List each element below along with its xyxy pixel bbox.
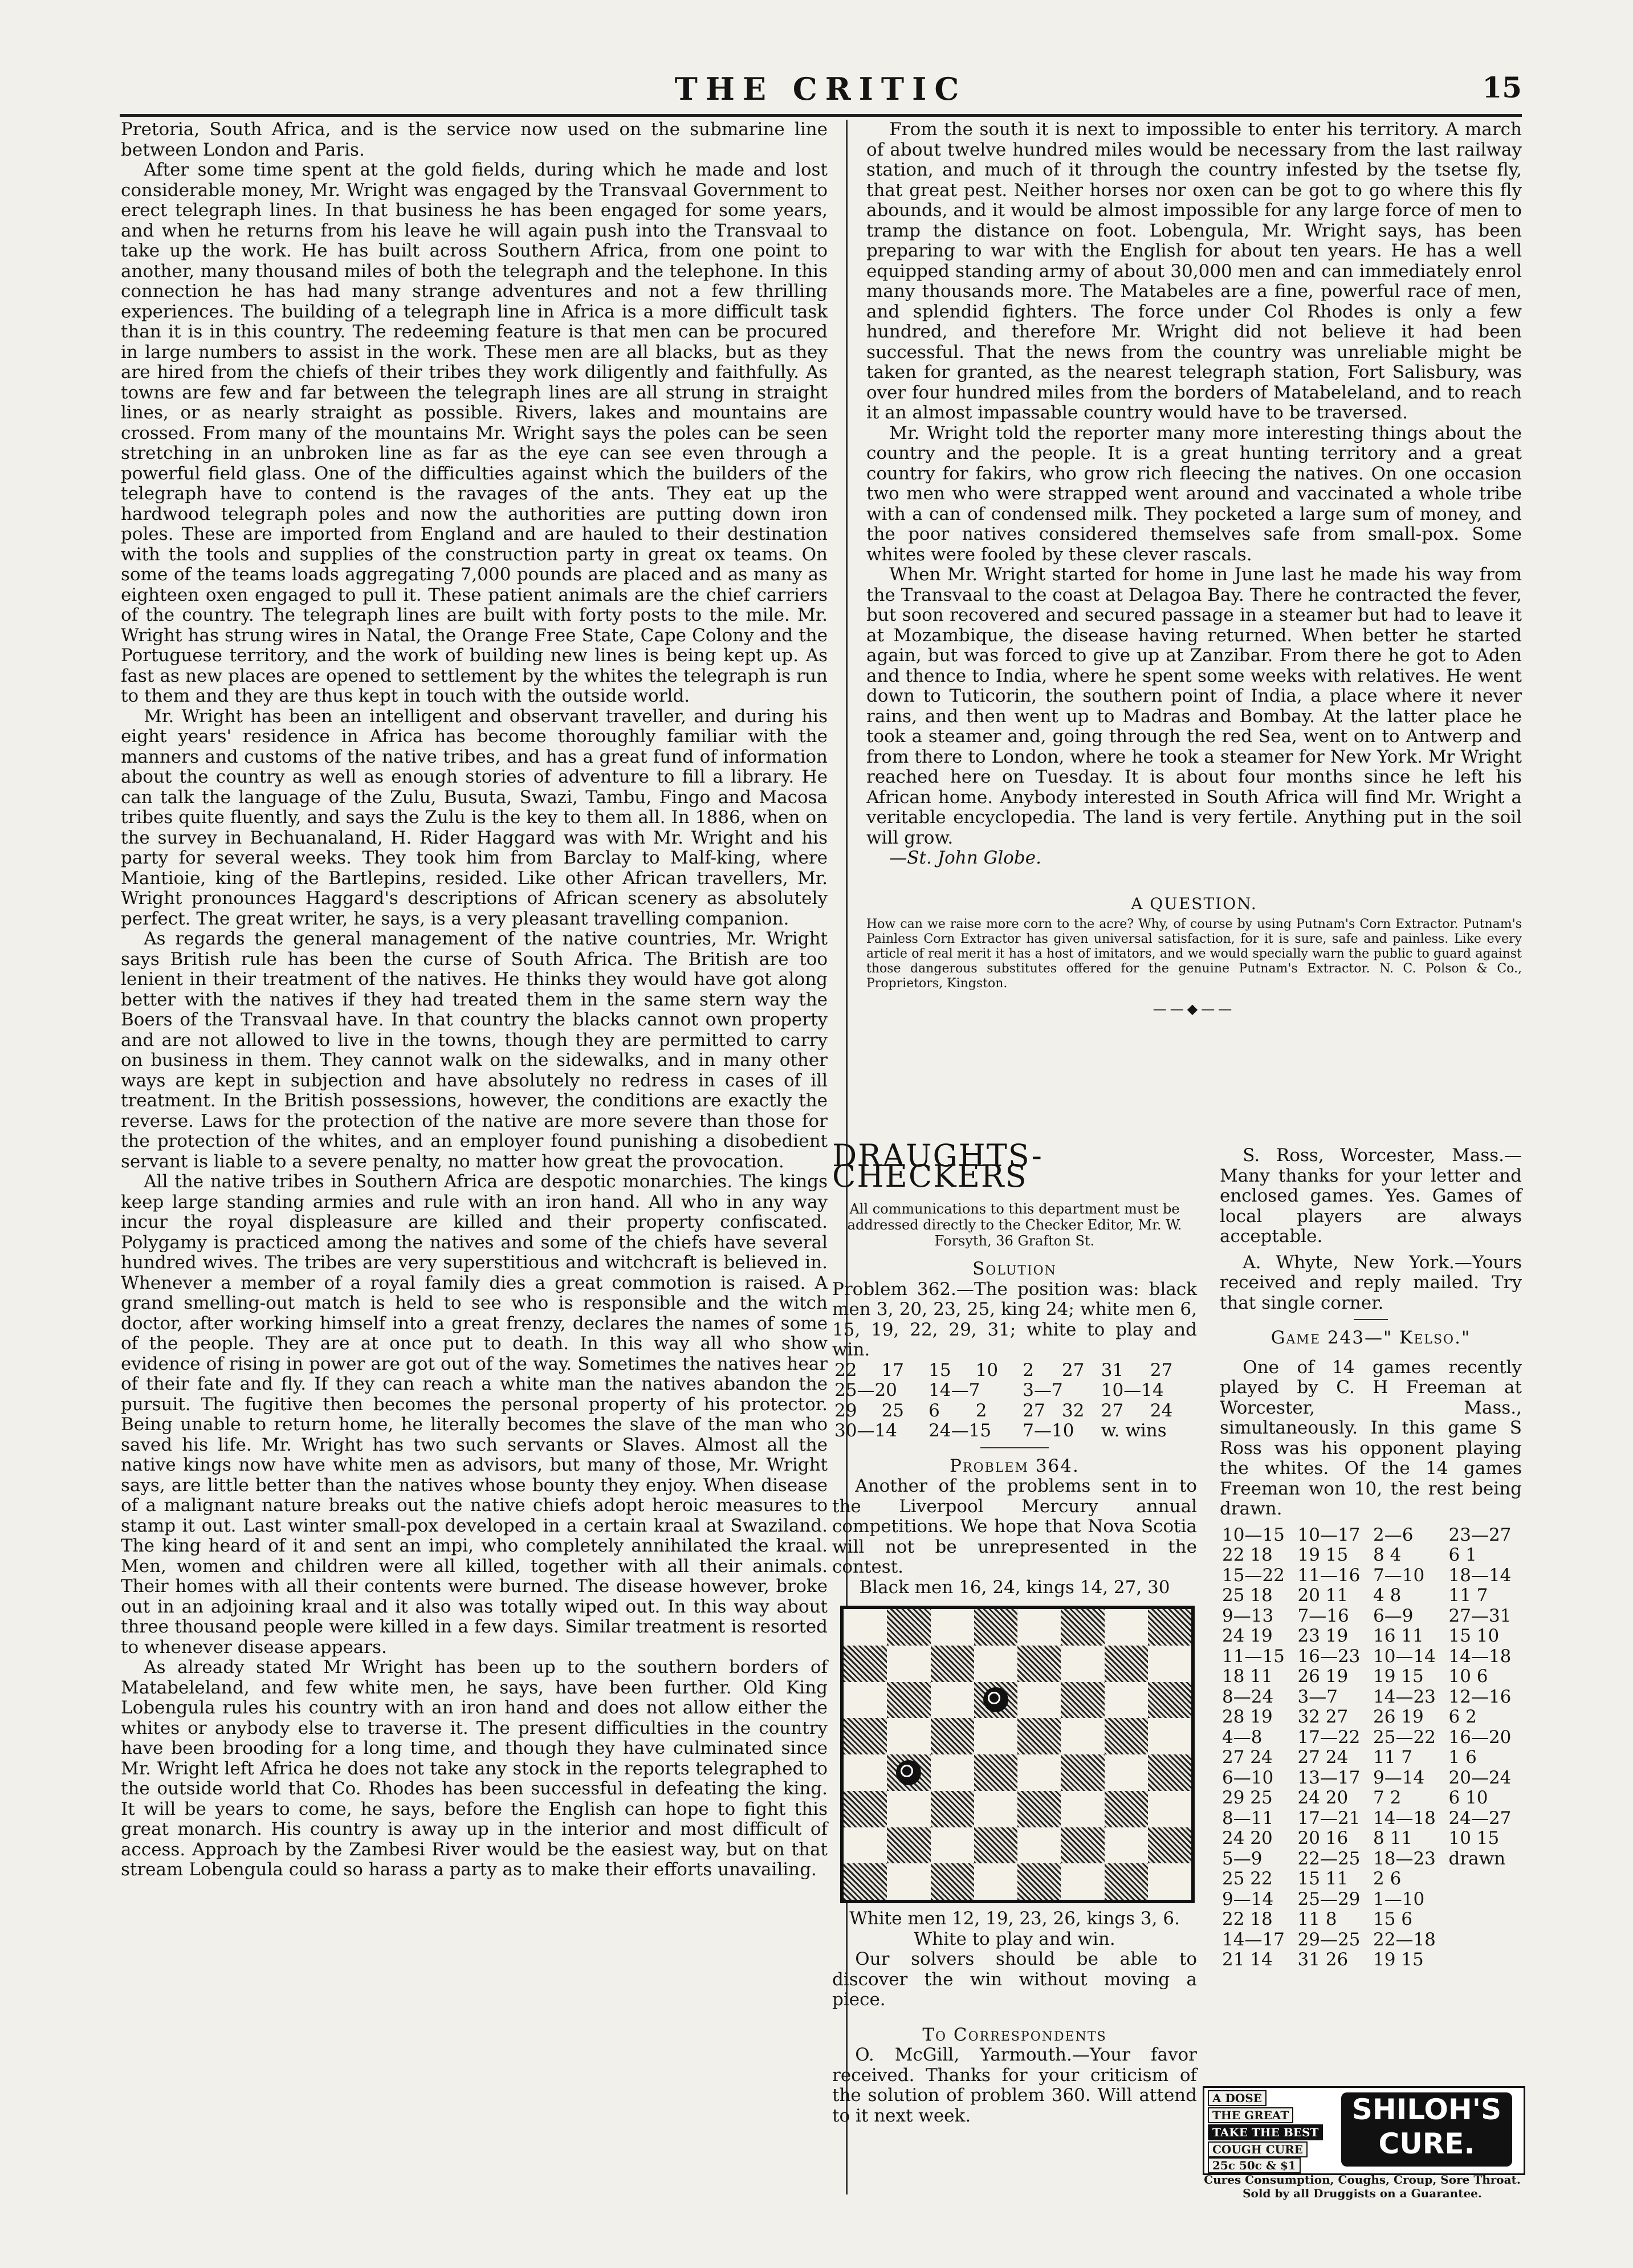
move-row (1220, 1707, 1522, 1728)
move: 3—7 (1297, 1686, 1338, 1707)
move (1447, 1890, 1522, 1910)
move: 25 22 (1222, 1868, 1273, 1889)
move: 25—22 (1373, 1727, 1436, 1748)
move: 9—13 (1222, 1605, 1274, 1626)
board-dark-square (931, 1646, 974, 1682)
move-row (1220, 1667, 1522, 1687)
board-dark-square (1061, 1682, 1104, 1719)
move: 3—7 (1023, 1380, 1063, 1400)
move: 1 6 (1448, 1747, 1477, 1768)
board-dark-square (1105, 1646, 1148, 1682)
move: 9—14 (1222, 1888, 1274, 1909)
ad-footer: Cures Consumption, Coughs, Croup, Sore Throat. Sold by all Druggists on a Guarantee. (1204, 2173, 1521, 2200)
move-row (1220, 1788, 1522, 1809)
move-row (1220, 1687, 1522, 1708)
ad-tag: TAKE THE BEST (1208, 2124, 1323, 2140)
board-light-square (931, 1754, 974, 1791)
board-dark-square (844, 1718, 887, 1754)
board-light-square (1105, 1827, 1148, 1864)
to-play-caption: White to play and win. (914, 1928, 1115, 1949)
board-dark-square (1061, 1827, 1104, 1864)
board-light-square (1017, 1682, 1061, 1719)
move: 2—6 (1373, 1524, 1414, 1545)
move: 6—9 (1373, 1605, 1414, 1626)
masthead-title: THE CRITIC (674, 71, 967, 107)
move (1447, 1930, 1522, 1951)
board-light-square (1148, 1646, 1191, 1682)
board-light-square (844, 1682, 887, 1719)
move: 11 7 (1373, 1747, 1413, 1768)
board-dark-square (931, 1718, 974, 1754)
move: 7 2 (1373, 1787, 1402, 1808)
move: 8 4 (1373, 1545, 1402, 1565)
ornament-divider: ——◆—— (1153, 1001, 1236, 1017)
board-dark-square (887, 1682, 930, 1719)
move: 24—27 (1448, 1807, 1512, 1829)
correspondent-reply: A. Whyte, New York.—Yours received and reply mailed. Try that single corner. (1220, 1252, 1522, 1313)
board-dark-square (844, 1863, 887, 1900)
board-light-square (1061, 1646, 1104, 1682)
move: 25 18 (1222, 1585, 1273, 1606)
move: 15 11 (1297, 1868, 1349, 1889)
game-moves (1220, 1525, 1522, 1970)
move: 6 1 (1448, 1545, 1477, 1565)
board-light-square (1148, 1863, 1191, 1900)
move: 29 (834, 1400, 857, 1421)
board-light-square (1061, 1791, 1104, 1827)
board-dark-square (1148, 1609, 1191, 1646)
board-dark-square (1148, 1754, 1191, 1791)
move: 24—15 (929, 1420, 992, 1441)
board-light-square (1061, 1863, 1104, 1900)
move: 10—14 (1101, 1380, 1164, 1400)
move: 10 6 (1448, 1666, 1488, 1687)
move: 7—10 (1023, 1420, 1074, 1441)
move: 2 (1023, 1359, 1035, 1381)
move: 8—11 (1222, 1807, 1274, 1829)
board-dark-square (887, 1827, 930, 1864)
board-dark-square (1061, 1609, 1104, 1646)
move: 14—18 (1373, 1807, 1436, 1829)
ad-brand-name: SHILOH'S CURE. (1341, 2092, 1512, 2167)
article-paragraph: Pretoria, South Africa, and is the service now used on the submarine line between London and Paris. (121, 119, 828, 160)
move: 4 8 (1373, 1585, 1402, 1606)
move: 6 2 (1448, 1707, 1477, 1727)
move: 16—20 (1448, 1727, 1512, 1748)
black-king-piece (983, 1687, 1008, 1712)
board-dark-square (931, 1791, 974, 1827)
move: 11—16 (1297, 1565, 1361, 1586)
move: 24 (1150, 1400, 1173, 1421)
move: 4—8 (1222, 1727, 1263, 1748)
move (1447, 1909, 1522, 1930)
board-light-square (887, 1791, 930, 1827)
board-light-square (1148, 1791, 1191, 1827)
move-row (832, 1381, 1197, 1401)
move: 10—15 (1222, 1524, 1285, 1545)
board-light-square (1017, 1827, 1061, 1864)
move: 14—23 (1373, 1686, 1436, 1707)
move: 5—9 (1222, 1848, 1263, 1869)
move: 10 15 (1448, 1828, 1500, 1848)
game-intro: One of 14 games recently played by C. H Freeman at Worcester, Mass., simultaneously. In this game S Ross was his opponent playing the whites. Of the 14 games Freeman won 10, the rest being drawn. (1220, 1357, 1522, 1519)
board-dark-square (1105, 1791, 1148, 1827)
move: 26 19 (1297, 1666, 1349, 1687)
board-light-square (974, 1791, 1017, 1827)
advertisement (1203, 2086, 1522, 2200)
move: 2 (975, 1400, 987, 1421)
move-row (832, 1421, 1197, 1442)
move: 21 14 (1222, 1949, 1273, 1970)
move: 19 15 (1373, 1666, 1424, 1687)
move: 22 (834, 1359, 857, 1381)
board-dark-square (1017, 1863, 1061, 1900)
move: 24 19 (1222, 1626, 1273, 1646)
board-dark-square (1148, 1682, 1191, 1719)
ad-tag: COUGH CURE (1208, 2141, 1308, 2157)
move: 32 27 (1297, 1707, 1349, 1727)
move: 7—10 (1373, 1565, 1425, 1586)
board-light-square (844, 1754, 887, 1791)
article-paragraph: When Mr. Wright started for home in June last he made his way from the Transvaal to the coast at Delagoa Bay. There he contracted the fever, but soon recovered and secured passage in a steamer but had to leave it at Mozambique, the disease having returned. When better he started again, but was forced to give up at Zanzibar. From there he got to Aden and thence to India, where he spent some weeks with relatives. He went down to Tuticorin, the southern point of India, a place where it never rains, and then went up to Madras and Bombay. At the latter place he took a steamer and, going through the red Sea, went on to Antwerp and from there to London, where he took a steamer for New York. Mr Wright reached here on Tuesday. It is about four months since he left his African home. Anybody interested in South Africa will find Mr. Wright a veritable encyclopedia. The land is very fertile. Anything put in the soil will grow. (866, 564, 1522, 848)
problem-364-text: Another of the problems sent in to the Liverpool Mercury annual competitions. We hope that Nova Scotia will not be unrepresented in the contest. (832, 1476, 1197, 1577)
board-light-square (1105, 1682, 1148, 1719)
board-light-square (1017, 1754, 1061, 1791)
solution-moves (832, 1361, 1197, 1442)
move: 22 18 (1222, 1909, 1273, 1929)
move: 6—10 (1222, 1767, 1274, 1788)
move: 8 11 (1373, 1828, 1413, 1848)
move: 29—25 (1297, 1929, 1361, 1950)
board-light-square (931, 1827, 974, 1864)
section-rule (980, 1447, 1049, 1448)
move-row (1220, 1647, 1522, 1667)
page-number: 15 (1482, 71, 1522, 104)
board-dark-square (1148, 1827, 1191, 1864)
white-men-caption: White men 12, 19, 23, 26, kings 3, 6. (849, 1908, 1180, 1929)
board-light-square (974, 1718, 1017, 1754)
move: 19 15 (1373, 1949, 1424, 1970)
move: 10 (975, 1359, 999, 1381)
move: 25 (881, 1400, 905, 1421)
move: 11 8 (1297, 1909, 1337, 1929)
move: 31 (1101, 1359, 1124, 1381)
move: 14—18 (1448, 1646, 1512, 1667)
move: 10—14 (1373, 1646, 1436, 1667)
ad-tag: A DOSE (1208, 2090, 1267, 2106)
article-paragraph: As already stated Mr Wright has been up to the southern borders of Matabeleland, and few white men, he says, have been further. Old King Lobengula rules his country with an iron hand and does not allow either the whites or anybody else to traverse it. The present difficulties in the country have been brooding for a long time, and though they have culminated since Mr. Wright left Africa he does not take any stock in the reports telegraphed to the outside world that Co. Rhodes has been successful in defeating the king. It will be years to come, he says, before the English can hope to fight this great monarch. His country is away up in the interior and most difficult of access. Approach by the Zambesi River would be the easiest way, but on that stream Lobengula could so harass a party as to make their efforts unavailing. (121, 1657, 828, 1880)
move: 17—21 (1297, 1807, 1361, 1829)
board-light-square (844, 1827, 887, 1864)
article-paragraph: After some time spent at the gold fields, during which he made and lost considerable money, Mr. Wright was engaged by the Transvaal Government to erect telegraph lines. In that business he has been engaged for some years, and when he returns from his leave he will again push into the Transvaal to take up the work. He has built across Southern Africa, from one point to another, many thousand miles of both the telegraph and the telephone. In this connection he has had many strange adventures and not a few thrilling experiences. The building of a telegraph line in Africa is a more difficult task than it is in this country. The redeeming feature is that men can be procured in large numbers to assist in the work. These men are all blacks, but as they are hired from the chiefs of their tribes they work diligently and faithfully. As towns are few and far between the telegraph lines are all strung in straight lines, or as nearly straight as possible. Rivers, lakes and mountains are crossed. From many of the mountains Mr. Wright says the poles can be seen stretching in an unbroken line as far as the eye can see even through a powerful field glass. One of the difficulties against which the builders of the telegraph have to contend is the ravages of the ants. They eat up the hardwood telegraph poles and now the authorities are putting down iron poles. These are imported from England and are hauled to their destination with the tools and supplies of the construction party in great ox teams. On some of the teams loads aggregating 7,000 pounds are placed and as many as eighteen oxen engaged to pull it. These patient animals are the chief carriers of the country. The telegraph lines are built with forty posts to the mile. Mr. Wright has strung wires in Natal, the Orange Free State, Cape Colony and the Portuguese territory, and the work of building new lines is being kept up. As fast as new places are opened to settlement by the whites the telegraph is run to them and they are thus kept in touch with the outside world. (121, 160, 828, 706)
solution-heading: Solution (972, 1259, 1057, 1279)
move: 6 (929, 1400, 940, 1421)
board-dark-square (974, 1682, 1017, 1719)
move: 24 20 (1222, 1828, 1273, 1848)
move-row (1220, 1890, 1522, 1910)
move: 18—23 (1373, 1848, 1436, 1869)
move: 15 (929, 1359, 951, 1381)
board-light-square (844, 1609, 887, 1646)
move: 26 19 (1373, 1707, 1424, 1727)
board-light-square (1105, 1609, 1148, 1646)
move: 20 16 (1297, 1828, 1349, 1848)
board-dark-square (1105, 1718, 1148, 1754)
move: 11 7 (1448, 1585, 1488, 1606)
move: 11—15 (1222, 1646, 1285, 1667)
move: 30—14 (834, 1420, 897, 1441)
move: 29 25 (1222, 1787, 1273, 1808)
move: 19 15 (1297, 1545, 1349, 1565)
move: 14—17 (1222, 1929, 1285, 1950)
right-article-column (866, 120, 1522, 1028)
board-light-square (887, 1718, 930, 1754)
draughts-title: DRAUGHTS-CHECKERS (832, 1138, 1043, 1194)
move: 20—24 (1448, 1767, 1512, 1788)
page-header (120, 68, 1522, 117)
black-king-piece (896, 1760, 921, 1785)
board-dark-square (974, 1827, 1017, 1864)
article-source: —St. John Globe. (889, 848, 1041, 868)
move-row (1220, 1748, 1522, 1768)
move-row (1220, 1606, 1522, 1627)
move-row (1220, 1849, 1522, 1870)
move: 24 20 (1297, 1787, 1349, 1808)
board-light-square (887, 1646, 930, 1682)
move: 16 11 (1373, 1626, 1424, 1646)
move: 17—22 (1297, 1727, 1361, 1748)
left-article-column (121, 120, 828, 1880)
article-paragraph: As regards the general management of the native countries, Mr. Wright says British rule has been the curse of South Africa. The British are too lenient in their treatment of the natives. He thinks they would have got along better with the natives if they had treated them in the same stern way the Boers of the Transvaal have. In that country the blacks cannot own property and are not allowed to live in the towns, though they are permitted to carry on business in them. They cannot walk on the sidewalks, and in many other ways are kept in subjection and have absolutely no redress in cases of ill treatment. In the British possessions, however, the conditions are exactly the reverse. Laws for the protection of the native are more severe than those for the protection of the whites, and an employer found punishing a disobedient servant is liable to a severe penalty, no matter how great the provocation. (121, 929, 828, 1172)
move: 18 11 (1222, 1666, 1273, 1687)
notice-body: How can we raise more corn to the acre? Why, of course by using Putnam's Corn Extractor. Putnam's Painless Corn Extractor has given universal satisfaction, for it is sure, safe and painless. Like every article of real merit it has a host of imitators, and we would specially warn the public to guard against those dangerous substitutes offered for the genuine Putnam's Extractor. N. C. Polson & Co., Proprietors, Kingston. (866, 917, 1522, 991)
move-row (1220, 1525, 1522, 1546)
move-row (1220, 1809, 1522, 1829)
board-dark-square (844, 1646, 887, 1682)
move: 17 (881, 1359, 905, 1381)
move-row (1220, 1869, 1522, 1890)
problem-364-heading: Problem 364. (950, 1455, 1080, 1476)
board-light-square (974, 1863, 1017, 1900)
article-paragraph: Mr. Wright has been an intelligent and observant traveller, and during his eight years' residence in Africa has become thoroughly familiar with the manners and customs of the native tribes, and has a great fund of information about the country as well as enough stories of adventure to fill a library. He can talk the language of the Zulu, Busuta, Swazi, Tambu, Fingo and Macosa tribes quite fluently, and says the Zulu is the key to them all. In 1886, when on the survey in Bechuanaland, H. Rider Haggard was with Mr. Wright and his party for several weeks. They took him from Barclay to Malf-king, where Mantioie, king of the Bartlepins, resided. Like other African travellers, Mr. Wright pronounces Haggard's descriptions of African scenery as absolutely perfect. The great writer, he says, is a very pleasant travelling companion. (121, 706, 828, 929)
section-rule (1354, 1319, 1388, 1320)
board-dark-square (887, 1754, 930, 1791)
board-dark-square (1061, 1754, 1104, 1791)
move-row (832, 1401, 1197, 1422)
move: 31 26 (1297, 1949, 1349, 1970)
move: 20 11 (1297, 1585, 1349, 1606)
move: 15—22 (1222, 1565, 1285, 1586)
move-row (1220, 1829, 1522, 1849)
move (1447, 1950, 1522, 1970)
move-row (1220, 1566, 1522, 1586)
move-row (1220, 1930, 1522, 1951)
move: 27 24 (1222, 1747, 1273, 1768)
board-light-square (931, 1609, 974, 1646)
article-paragraph: From the south it is next to impossible to enter his territory. A march of about twelve hundred miles would be necessary from the last railway station, and much of it through the country infested by the tsetse fly, that great pest. Neither horses nor oxen can be got to go where this fly abounds, and it would be almost impossible for any large force of men to tramp the distance on foot. Lobengula, Mr. Wright says, has been preparing to war with the English for about ten years. He has a well equipped standing army of about 30,000 men and can immediately enrol many thousands more. The Matabeles are a fine, powerful race of men, and splendid fighters. The force under Col Rhodes is only a few hundred, and therefore Mr. Wright did not believe it had been successful. That the news from the country was unreliable might be taken for granted, as the nearest telegraph station, Fort Salisbury, was over four hundred miles from the borders of Matabeleland, and to reach it an almost impassable country would have to be traversed. (866, 119, 1522, 423)
correspondents-heading: To Correspondents (922, 2024, 1107, 2045)
board-dark-square (1017, 1646, 1061, 1682)
board-dark-square (974, 1754, 1017, 1791)
board-dark-square (844, 1791, 887, 1827)
board-dark-square (931, 1863, 974, 1900)
move: 22—25 (1297, 1848, 1361, 1869)
move: 15 10 (1448, 1626, 1500, 1646)
move: 22—18 (1373, 1929, 1436, 1950)
move: 23—27 (1448, 1524, 1512, 1545)
advertisement-frame (1203, 2086, 1525, 2175)
move: 27 (1150, 1359, 1173, 1381)
move: 1—10 (1373, 1888, 1425, 1909)
article-paragraph: Mr. Wright told the reporter many more interesting things about the country and the people. It is a great hunting territory and a great country for fakirs, who grow rich fleecing the natives. On one occasion two men who were strapped went around and vaccinated a whole tribe with a can of condensed milk. They pocketed a large sum of money, and the poor natives considered themselves safe from small-pox. Some whites were fooled by these clever rascals. (866, 422, 1522, 565)
move: 16—23 (1297, 1646, 1361, 1667)
move: 27 (1023, 1400, 1045, 1421)
move: 15 6 (1373, 1909, 1413, 1929)
move: 12—16 (1448, 1686, 1512, 1707)
solvers-note: Our solvers should be able to discover the win without moving a piece. (832, 1949, 1197, 2010)
correspondent-reply: O. McGill, Yarmouth.—Your favor received. Thanks for your criticism of the solution of problem 360. Will attend to it next week. (832, 2045, 1197, 2126)
board-dark-square (1105, 1863, 1148, 1900)
notice-title: A QUESTION. (1131, 894, 1257, 913)
draughts-column-right (1220, 1146, 1522, 1970)
move: 8—24 (1222, 1686, 1274, 1707)
move: 14—7 (929, 1380, 980, 1400)
move: 23 19 (1297, 1626, 1349, 1646)
move-row (1220, 1768, 1522, 1789)
problem-362: Problem 362.—The position was: black men 3, 20, 23, 25, king 24; white men 6, 15, 19, 22, 29, 31; white to play and win. (832, 1278, 1197, 1360)
move: 6 10 (1448, 1787, 1488, 1808)
move: 18—14 (1448, 1565, 1512, 1586)
ad-tag: THE GREAT (1208, 2107, 1293, 2123)
board-light-square (974, 1646, 1017, 1682)
board-dark-square (1017, 1791, 1061, 1827)
move: 22 18 (1222, 1545, 1273, 1565)
board-dark-square (1017, 1718, 1061, 1754)
move: 25—29 (1297, 1888, 1361, 1909)
move: 27 24 (1297, 1747, 1349, 1768)
checker-board (840, 1606, 1195, 1903)
correspondent-reply: S. Ross, Worcester, Mass.—Many thanks for your letter and enclosed games. Yes. Games of local players are always acceptable. (1220, 1145, 1522, 1247)
move-row (1220, 1626, 1522, 1647)
ad-tag: 25c 50c & $1 (1208, 2157, 1301, 2173)
move: 7—16 (1297, 1605, 1349, 1626)
draughts-column-left (832, 1138, 1197, 2126)
move: drawn (1448, 1848, 1506, 1869)
draughts-note: All communications to this department must be addressed directly to the Checker Editor, Mr. W. Forsyth, 36 Grafton St. (847, 1201, 1182, 1249)
board-light-square (887, 1863, 930, 1900)
move: 25—20 (834, 1380, 897, 1400)
move-row (832, 1361, 1197, 1381)
move-row (1220, 1950, 1522, 1970)
move: 13—17 (1297, 1767, 1361, 1788)
move: 27—31 (1448, 1605, 1512, 1626)
move: 2 6 (1373, 1868, 1402, 1889)
move: 9—14 (1373, 1767, 1425, 1788)
move (1447, 1869, 1522, 1890)
move: 27 (1101, 1400, 1124, 1421)
board-light-square (931, 1682, 974, 1719)
board-light-square (1105, 1754, 1148, 1791)
board-dark-square (974, 1609, 1017, 1646)
move: 28 19 (1222, 1707, 1273, 1727)
move: 10—17 (1297, 1524, 1361, 1545)
move-row (1220, 1545, 1522, 1566)
game-heading: Game 243—" Kelso." (1270, 1328, 1471, 1348)
article-paragraph: All the native tribes in Southern Africa are despotic monarchies. The kings keep large standing armies and rule with an iron hand. All who in any way incur the royal displeasure are killed and their property confiscated. Polygamy is practiced among the natives and some of the chiefs have several hundred wives. The tribes are very superstitious and witchcraft is believed in. Whenever a member of a royal family dies a great commotion is raised. A grand smelling-out match is held to see who is responsible and the witch doctor, after working himself into a great frenzy, declares the names of some of the people. They are at once put to death. In this way all who show evidence of rising in power are got out of the way. Sometimes the natives hear of their fate and fly. If they can reach a white man the natives abandon the pursuit. The fugitive then becomes the personal property of his protector. Being unable to return home, he literally becomes the slave of the man who saved his life. Mr. Wright has two such servants or Slaves. Almost all the native kings now have white men as advisors, but many of those, Mr. Wright says, are little better than the natives whose bounty they enjoy. When disease of a malignant nature breaks out the native chiefs adopt heroic measures to stamp it out. Last winter small-pox developed in a certain kraal at Swaziland. The king heard of it and sent an impi, who completely annihilated the kraal. Men, women and children were all killed, together with all their animals. Their homes with all their contents were burned. The disease however, broke out in an adjoining kraal and it also was totally wiped out. In this way about three thousand people were killed in a few days. Similar treatment is resorted to whenever disease appears. (121, 1171, 828, 1658)
move-row (1220, 1586, 1522, 1606)
move-row (1220, 1909, 1522, 1930)
black-men-caption: Black men 16, 24, kings 14, 27, 30 (859, 1577, 1170, 1598)
move: 27 (1062, 1359, 1085, 1381)
move-row (1220, 1728, 1522, 1748)
board-light-square (1061, 1718, 1104, 1754)
board-light-square (1148, 1718, 1191, 1754)
board-light-square (1017, 1609, 1061, 1646)
board-dark-square (887, 1609, 930, 1646)
move: w. wins (1101, 1420, 1167, 1441)
move: 32 (1062, 1400, 1085, 1421)
